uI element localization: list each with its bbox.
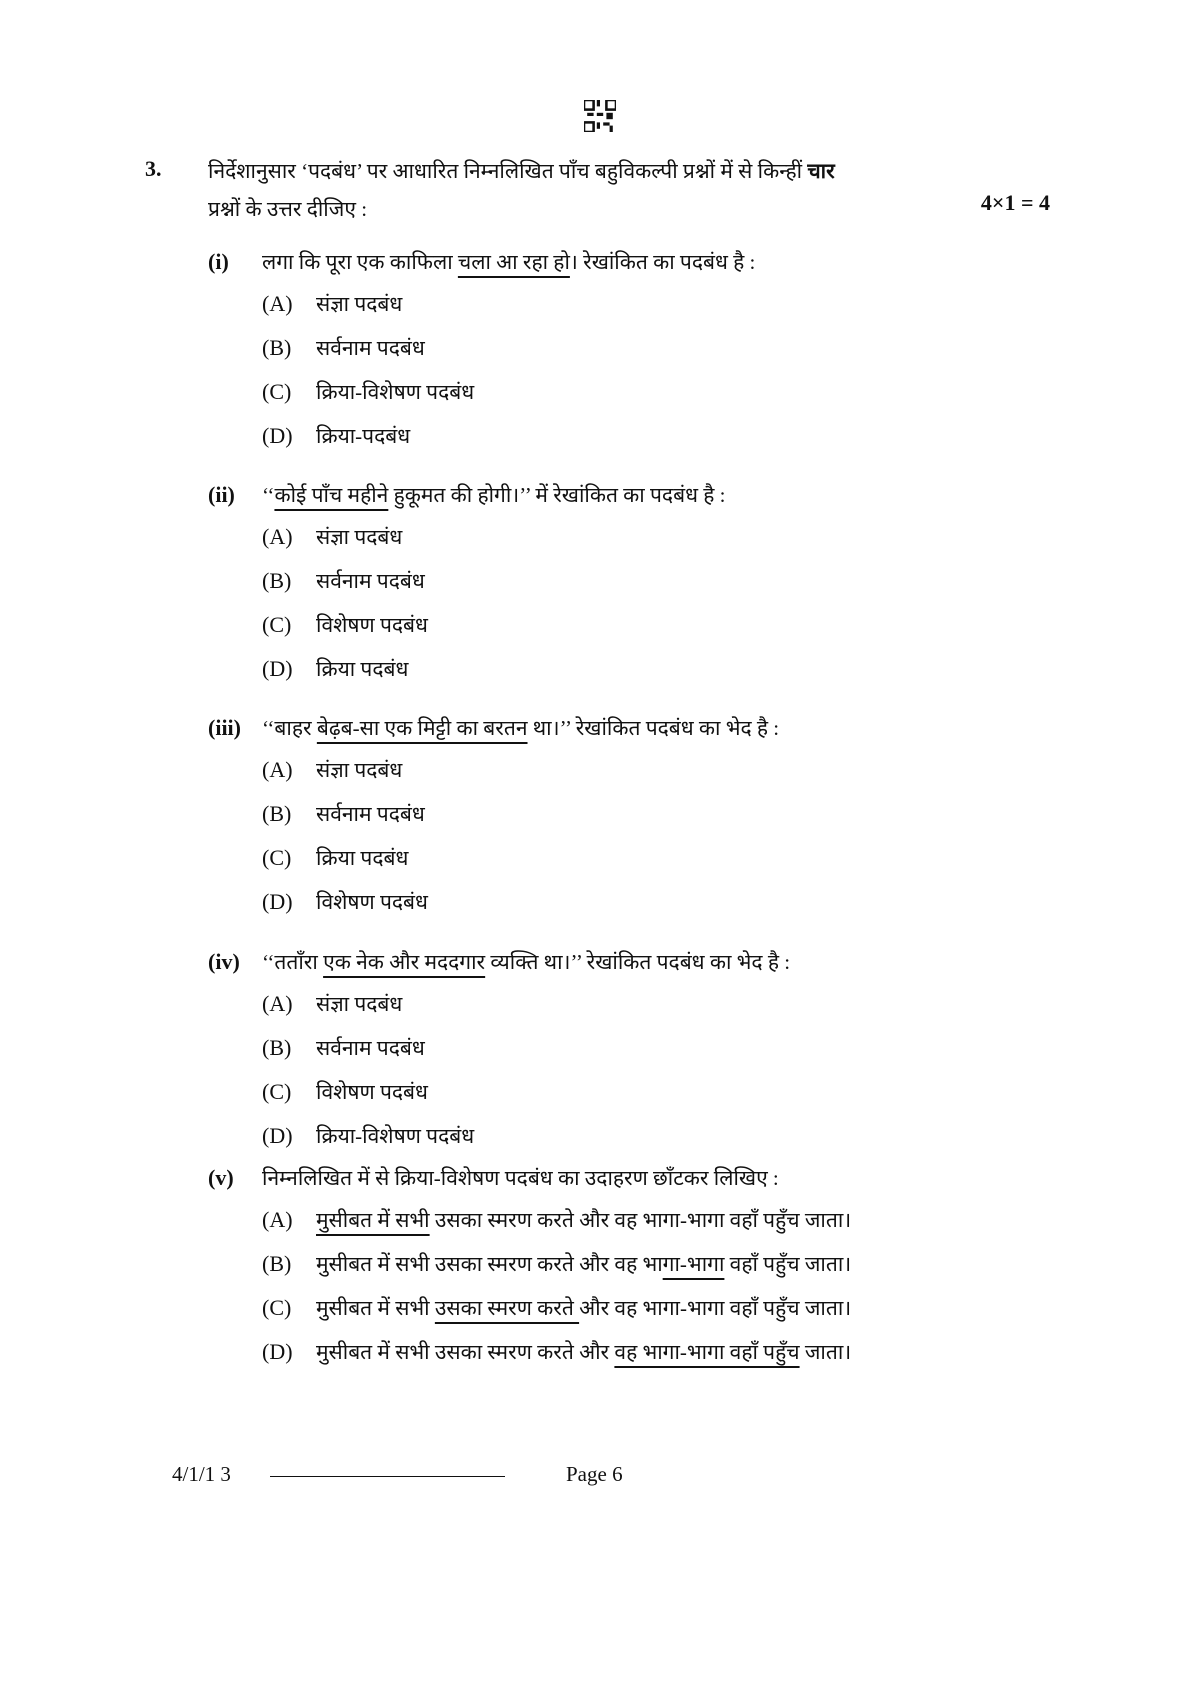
option[interactable]: [262, 559, 1108, 603]
option[interactable]: [262, 1286, 1108, 1330]
option[interactable]: [262, 515, 1108, 559]
option[interactable]: [262, 647, 1108, 691]
question-number: 3.: [145, 156, 162, 181]
underlined-phrase: कोई पाँच महीने: [274, 483, 389, 507]
stem-text: । रेखांकित का पदबंध है :: [569, 250, 756, 274]
sub-question-stem: [208, 475, 1108, 515]
sub-question: [208, 1158, 1108, 1374]
sub-question: [208, 242, 1108, 458]
option-label: (B): [262, 1251, 292, 1276]
option-label: (A): [262, 991, 293, 1016]
option[interactable]: [262, 1026, 1108, 1070]
qr-code-icon: [584, 100, 616, 132]
option-label: (D): [262, 423, 293, 448]
option-text: विशेषण पदबंध: [316, 890, 428, 914]
stem-text: ‘‘बाहर: [262, 716, 317, 740]
option-text: क्रिया पदबंध: [316, 657, 409, 681]
instruction-bold: चार: [807, 159, 835, 183]
option-label: (A): [262, 757, 293, 782]
option[interactable]: [262, 748, 1108, 792]
instruction-text: निर्देशानुसार ‘पदबंध’ पर आधारित निम्नलिखित पाँच बहुविकल्पी प्रश्नों में से किन्हीं: [208, 159, 808, 183]
underlined-phrase: मुसीबत में सभी: [316, 1208, 430, 1232]
underlined-phrase: उसका स्मरण करते: [434, 1296, 580, 1320]
option-label: (B): [262, 568, 292, 593]
sub-question: [208, 708, 1108, 924]
stem-text: व्यक्ति था।’’ रेखांकित पदबंध का भेद है :: [485, 950, 791, 974]
option-label: (C): [262, 1295, 292, 1320]
option-text: सर्वनाम पदबंध: [316, 802, 425, 826]
option-label: (C): [262, 845, 292, 870]
option[interactable]: [262, 603, 1108, 647]
underlined-phrase: बेढ़ब-सा एक मिट्टी का बरतन: [316, 716, 528, 740]
option-text: संज्ञा पदबंध: [316, 292, 403, 316]
stem-text: हुकूमत की होगी।’’ में रेखांकित का पदबंध है :: [388, 483, 726, 507]
sub-question-label: (iii): [208, 715, 241, 740]
option[interactable]: [262, 1114, 1108, 1158]
option-text: सर्वनाम पदबंध: [316, 336, 425, 360]
option-label: (D): [262, 1339, 293, 1364]
option[interactable]: [262, 1070, 1108, 1114]
option-label: (D): [262, 1123, 293, 1148]
option-text: क्रिया-पदबंध: [316, 424, 411, 448]
marks: 4×1 = 4: [980, 190, 1050, 215]
underlined-phrase: एक नेक और मददगार: [323, 950, 486, 974]
option-label: (B): [262, 1035, 292, 1060]
option-text: क्रिया-विशेषण पदबंध: [316, 1124, 475, 1148]
sub-question: [208, 475, 1108, 691]
option-text: वहाँ पहुँच जाता।: [724, 1252, 852, 1276]
option-text: संज्ञा पदबंध: [316, 992, 403, 1016]
option[interactable]: [262, 880, 1108, 924]
sub-question-stem: [208, 1158, 1108, 1198]
option-label: (A): [262, 291, 293, 316]
footer-divider: [270, 1476, 505, 1477]
sub-question-label: (iv): [208, 949, 240, 974]
option-text: संज्ञा पदबंध: [316, 525, 403, 549]
stem-text: ‘‘: [262, 483, 275, 507]
option-text: सर्वनाम पदबंध: [316, 569, 425, 593]
option-label: (B): [262, 801, 292, 826]
sub-question-label: (v): [208, 1165, 234, 1190]
question-instructions: [208, 152, 1048, 228]
underlined-phrase: ागा-भागा: [662, 1252, 725, 1276]
option-label: (C): [262, 379, 292, 404]
stem-text: लगा कि पूरा एक काफिला: [262, 250, 458, 274]
option-label: (D): [262, 889, 293, 914]
option-text: विशेषण पदबंध: [316, 1080, 428, 1104]
option-text: क्रिया-विशेषण पदबंध: [316, 380, 475, 404]
option[interactable]: [262, 1242, 1108, 1286]
option-text: जाता।: [799, 1340, 852, 1364]
sub-question-label: (i): [208, 249, 229, 274]
option-label: (D): [262, 656, 293, 681]
option-label: (A): [262, 1207, 293, 1232]
option-text: क्रिया पदबंध: [316, 846, 409, 870]
paper-code: 4/1/1 3: [172, 1462, 231, 1486]
option[interactable]: [262, 326, 1108, 370]
sub-question-stem: [208, 708, 1108, 748]
sub-question-stem: [208, 242, 1108, 282]
option[interactable]: [262, 792, 1108, 836]
stem-text: था।’’ रेखांकित पदबंध का भेद है :: [527, 716, 780, 740]
underlined-phrase: चला आ रहा हो: [457, 250, 570, 274]
option-label: (C): [262, 612, 292, 637]
option[interactable]: [262, 414, 1108, 458]
sub-question: [208, 942, 1108, 1158]
option[interactable]: [262, 836, 1108, 880]
option-label: (B): [262, 335, 292, 360]
option-text: उसका स्मरण करते और वह भागा-भागा वहाँ पहुँच जाता।: [429, 1208, 852, 1232]
option-text: मुसीबत में सभी: [316, 1296, 435, 1320]
option-text: सर्वनाम पदबंध: [316, 1036, 425, 1060]
option[interactable]: [262, 370, 1108, 414]
underlined-phrase: वह भागा-भागा वहाँ पहुँच: [614, 1340, 800, 1364]
option-label: (A): [262, 524, 293, 549]
option-label: (C): [262, 1079, 292, 1104]
sub-question-label: (ii): [208, 482, 235, 507]
instruction-text-line2: प्रश्नों के उत्तर दीजिए :: [208, 197, 368, 221]
option[interactable]: [262, 982, 1108, 1026]
stem-text: ‘‘तताँरा: [262, 950, 324, 974]
option-text: मुसीबत में सभी उसका स्मरण करते और वह भ: [316, 1252, 663, 1276]
option-text: विशेषण पदबंध: [316, 613, 428, 637]
sub-question-stem: [208, 942, 1108, 982]
option[interactable]: [262, 1330, 1108, 1374]
page-number: Page 6: [566, 1462, 623, 1486]
stem-text: निम्नलिखित में से क्रिया-विशेषण पदबंध का उदाहरण छाँटकर लिखिए :: [262, 1166, 779, 1190]
option[interactable]: [262, 282, 1108, 326]
option-text: और वह भागा-भागा वहाँ पहुँच जाता।: [579, 1296, 852, 1320]
option-text: मुसीबत में सभी उसका स्मरण करते और: [316, 1340, 615, 1364]
option-text: संज्ञा पदबंध: [316, 758, 403, 782]
option[interactable]: [262, 1198, 1108, 1242]
